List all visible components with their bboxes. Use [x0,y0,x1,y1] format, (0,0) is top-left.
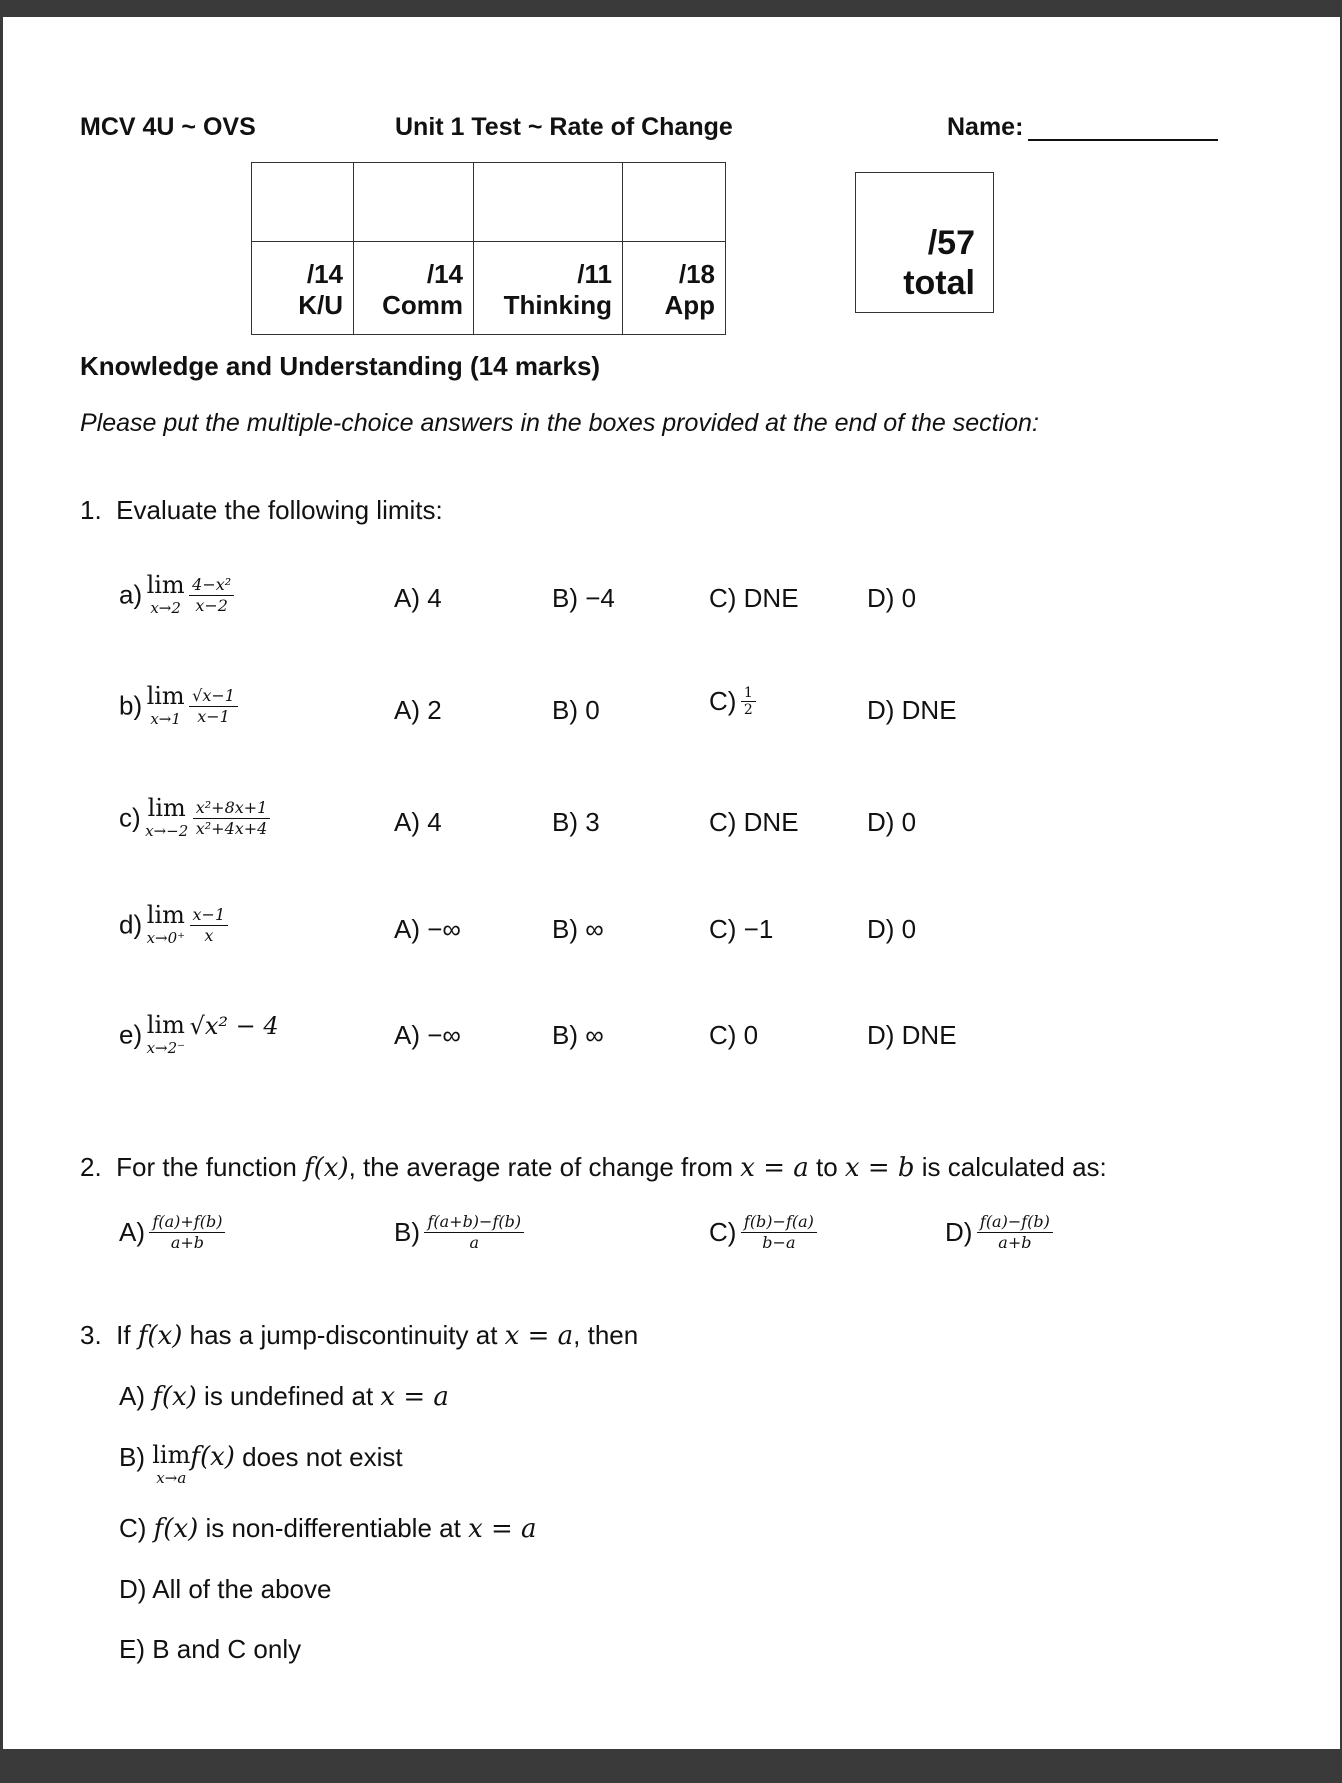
q1a-option-c[interactable]: C) DNE [709,583,799,613]
q2-prompt: 2. For the function f(x), the average rate of change from x = a to x = b is calculated as: [80,1152,1107,1183]
q2-option-b[interactable]: B) $\frac{f(a+b)-f(b)}{a}$ [394,1212,524,1253]
section-heading: Knowledge and Understanding (14 marks) [80,351,601,381]
test-title: Unit 1 Test ~ Rate of Change [395,113,733,141]
q3-option-e[interactable]: E) B and C only [119,1634,302,1664]
q1c-option-c[interactable]: C) DNE [709,807,799,837]
total-label: total [903,264,975,302]
q1c-option-a[interactable]: A) 4 [394,807,442,837]
score-cell-ku[interactable] [252,163,354,242]
q3-option-b[interactable]: B) lim x→a f(x) does not exist [119,1441,403,1487]
q3-option-d[interactable]: D) All of the above [119,1574,332,1604]
q2-option-c[interactable]: C) $\frac{f(b)-f(a)}{b-a}$ [709,1212,817,1253]
name-field[interactable] [1028,139,1218,141]
q1a-option-a[interactable]: A) 4 [394,583,442,613]
name-label: Name: [947,113,1024,141]
marks-ku: /14 K/U [252,242,354,335]
q1e-option-b[interactable]: B) ∞ [552,1020,604,1050]
q1a-option-b[interactable]: B) −4 [552,583,615,613]
score-cell-app[interactable] [623,163,726,242]
q1c-option-b[interactable]: B) 3 [552,807,600,837]
q1c-expression: c) lim x→−2 $\frac{\text{x²+8x+1}}{\text{x²+4x+4}}$ [119,795,270,841]
marks-table [251,162,726,335]
q3-prompt: 3. If f(x) has a jump-discontinuity at x = a, then [80,1320,639,1351]
q1b-option-c[interactable]: C) $\frac{1}{2}$ [709,685,756,718]
q1e-option-d[interactable]: D) DNE [867,1020,957,1050]
q1b-expression: b) lim x→1 $\frac{√x-1}{x-1}$ [119,683,238,729]
q1b-option-a[interactable]: A) 2 [394,695,442,725]
marks-comm: /14 Comm [354,242,474,335]
section-instructions: Please put the multiple-choice answers in the boxes provided at the end of the section: [80,409,1039,437]
q1d-option-d[interactable]: D) 0 [867,914,917,944]
q1d-expression: d) lim x→0⁺ $\frac{x-1}{x}$ [119,902,228,948]
q3-option-a[interactable]: A) f(x) is undefined at x = a [119,1381,449,1412]
q1b-option-b[interactable]: B) 0 [552,695,600,725]
q1e-option-a[interactable]: A) −∞ [394,1020,461,1050]
total-score-box[interactable] [855,172,994,313]
total-out-of: /57 [927,224,975,262]
course-code: MCV 4U ~ OVS [80,113,256,141]
q3-option-c[interactable]: C) f(x) is non-differentiable at x = a [119,1513,537,1544]
q1a-expression: a) lim x→2 $\frac{\text{4−x²}}{x-2}$ [119,572,234,618]
score-cell-comm[interactable] [354,163,474,242]
q1d-option-c[interactable]: C) −1 [709,914,774,944]
q1b-option-d[interactable]: D) DNE [867,695,957,725]
score-cell-thinking[interactable] [474,163,623,242]
marks-app: /18 App [623,242,726,335]
q1d-option-b[interactable]: B) ∞ [552,914,604,944]
q2-option-a[interactable]: A) $\frac{f(a)+f(b)}{a+b}$ [119,1212,225,1253]
q1e-option-c[interactable]: C) 0 [709,1020,759,1050]
q1e-expression: e) lim x→2⁻ √x² − 4 [119,1011,279,1057]
q1-prompt: 1. Evaluate the following limits: [80,495,443,525]
q2-option-d[interactable]: D) $\frac{f(a)-f(b)}{a+b}$ [945,1212,1053,1253]
q1c-option-d[interactable]: D) 0 [867,807,917,837]
q1a-option-d[interactable]: D) 0 [867,583,917,613]
q1d-option-a[interactable]: A) −∞ [394,914,461,944]
test-page [3,17,1340,1749]
marks-thinking: /11 Thinking [474,242,623,335]
